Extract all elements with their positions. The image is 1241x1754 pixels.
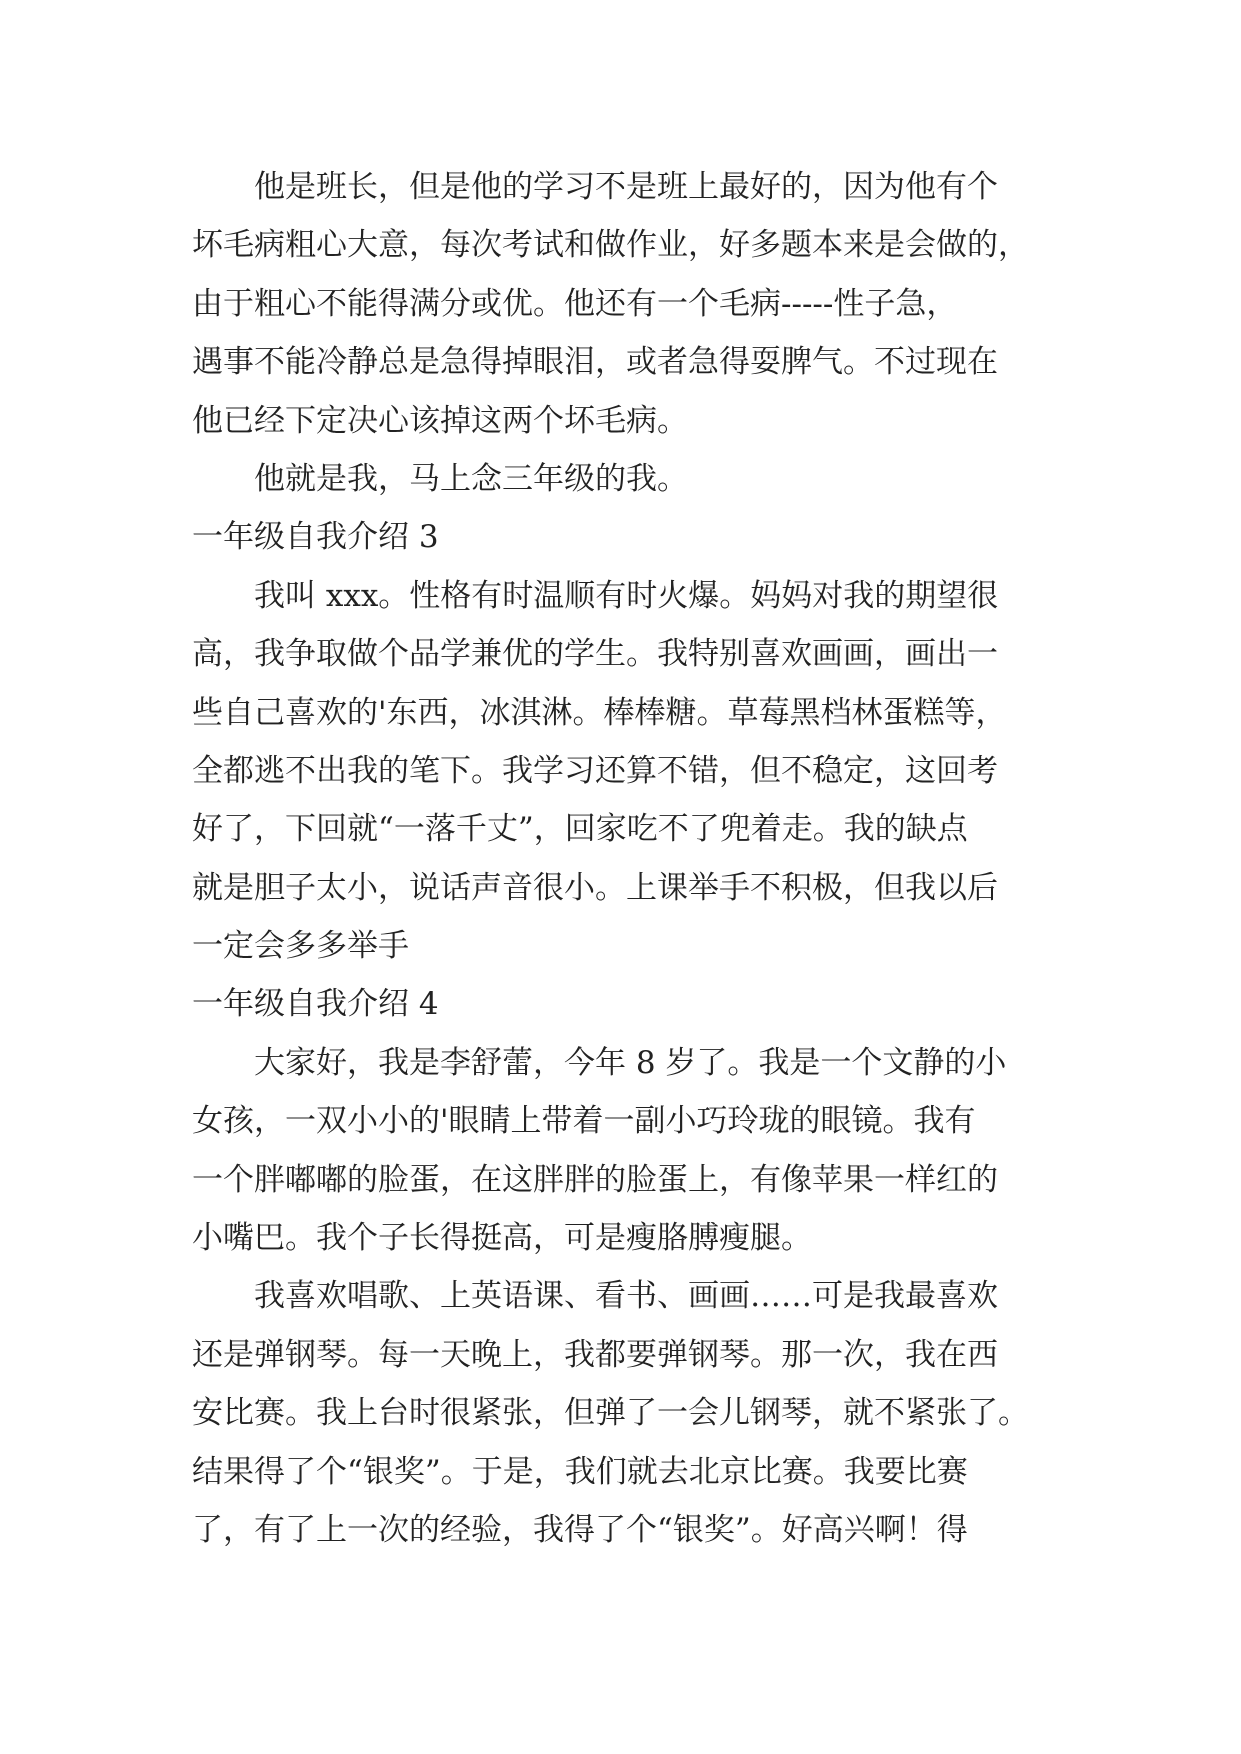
paragraph-first-line: 他是班长，但是他的学习不是班上最好的，因为他有个 [254,169,998,205]
text-line: 结果得了个“银奖”。于是，我们就去北京比赛。我要比赛 [192,1453,968,1490]
section-heading: 一年级自我介绍 3 [192,519,439,556]
text-line: 遇事不能冷静总是急得掉眼泪，或者急得耍脾气。不过现在 [192,344,998,381]
text-line: 全都逃不出我的笔下。我学习还算不错，但不稳定，这回考 [192,752,998,789]
paragraph-first-line: 我叫 xxx。性格有时温顺有时火爆。妈妈对我的期望很 [254,577,999,614]
text-line: 好了，下回就“一落千丈”，回家吃不了兜着走。我的缺点 [192,811,968,848]
text-line: 了，有了上一次的经验，我得了个“银奖”。好高兴啊！得 [192,1511,968,1548]
text-line: 一定会多多举手 [192,928,409,965]
text-line: 小嘴巴。我个子长得挺高，可是瘦胳膊瘦腿。 [192,1220,812,1257]
paragraph-first-line: 我喜欢唱歌、上英语课、看书、画画……可是我最喜欢 [254,1278,998,1315]
text-line: 由于粗心不能得满分或优。他还有一个毛病-----性子急， [192,285,958,322]
text-line: 他已经下定决心该掉这两个坏毛病。 [192,402,688,439]
paragraph-first-line: 大家好，我是李舒蕾，今年 8 岁了。我是一个文静的小 [254,1044,1007,1081]
text-line: 一个胖嘟嘟的脸蛋，在这胖胖的脸蛋上，有像苹果一样红的 [192,1161,998,1198]
text-line: 安比赛。我上台时很紧张，但弹了一会儿钢琴，就不紧张了。 [192,1395,1029,1432]
text-line: 女孩，一双小小的'眼睛上带着一副小巧玲珑的眼镜。我有 [192,1103,976,1140]
text-line: 还是弹钢琴。每一天晚上，我都要弹钢琴。那一次，我在西 [192,1336,998,1373]
paragraph-first-line: 他就是我，马上念三年级的我。 [254,460,688,497]
section-heading: 一年级自我介绍 4 [192,986,439,1023]
document-body [192,158,1052,1559]
text-line: 坏毛病粗心大意，每次考试和做作业，好多题本来是会做的， [192,227,1029,264]
text-line: 就是胆子太小，说话声音很小。上课举手不积极，但我以后 [192,869,998,906]
text-line: 高，我争取做个品学兼优的学生。我特别喜欢画画，画出一 [192,636,998,673]
text-line: 些自己喜欢的'东西，冰淇淋。棒棒糖。草莓黑档林蛋糕等， [192,694,1007,731]
